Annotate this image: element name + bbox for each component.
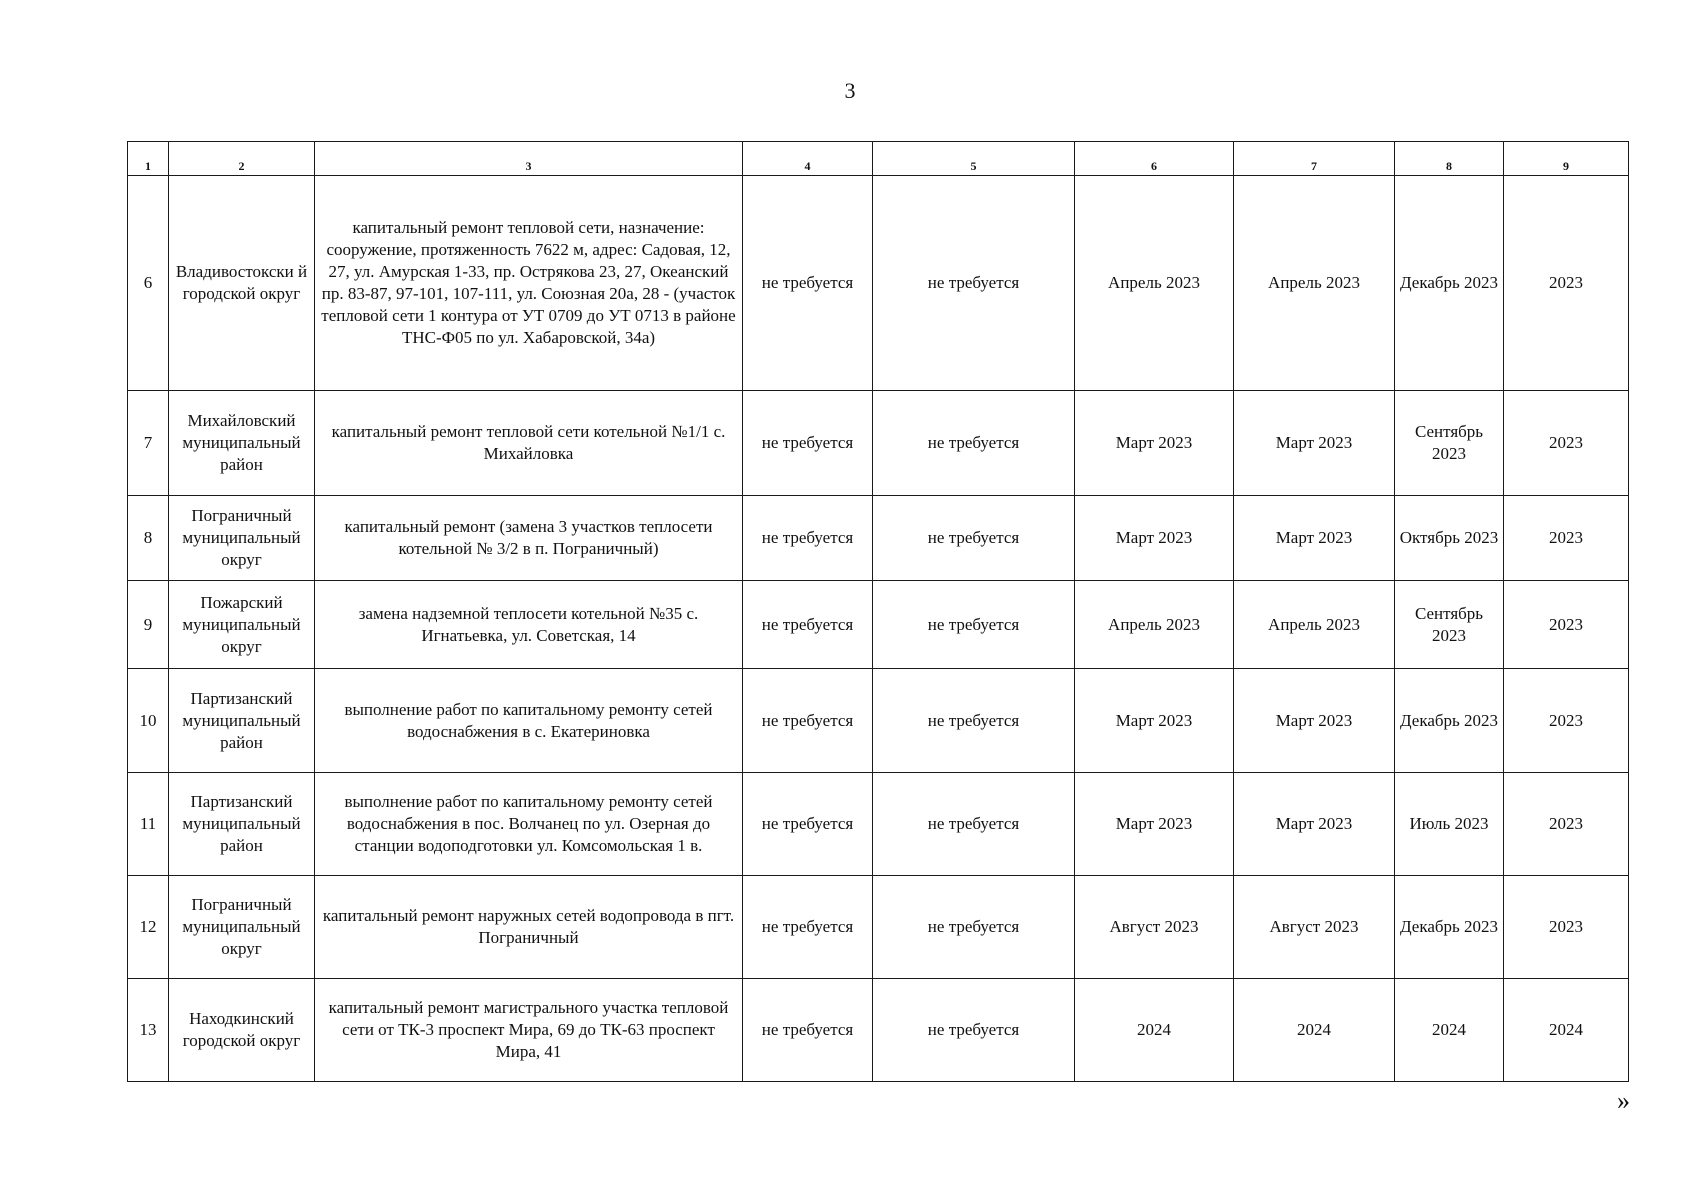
col4-cell: не требуется bbox=[743, 773, 873, 876]
description-cell: капитальный ремонт наружных сетей водопровода в пгт. Пограничный bbox=[315, 876, 743, 979]
col7-cell: Апрель 2023 bbox=[1234, 176, 1395, 391]
header-cell: 7 bbox=[1234, 142, 1395, 176]
col5-cell: не требуется bbox=[873, 876, 1075, 979]
col5-cell: не требуется bbox=[873, 669, 1075, 773]
region-cell: Находкинский городской округ bbox=[169, 979, 315, 1082]
page-number: 3 bbox=[844, 78, 856, 103]
col6-cell: Август 2023 bbox=[1075, 876, 1234, 979]
col5-cell: не требуется bbox=[873, 391, 1075, 496]
description-cell: замена надземной теплосети котельной №35 с. Игнатьевка, ул. Советская, 14 bbox=[315, 581, 743, 669]
header-cell: 2 bbox=[169, 142, 315, 176]
description-cell: выполнение работ по капитальному ремонту сетей водоснабжения в с. Екатериновка bbox=[315, 669, 743, 773]
col8-cell: Июль 2023 bbox=[1395, 773, 1504, 876]
col7-cell: Март 2023 bbox=[1234, 391, 1395, 496]
table-row bbox=[128, 773, 1629, 876]
header-cell: 6 bbox=[1075, 142, 1234, 176]
table-row bbox=[128, 496, 1629, 581]
table-row bbox=[128, 176, 1629, 391]
col9-cell: 2023 bbox=[1504, 669, 1629, 773]
col5-cell: не требуется bbox=[873, 979, 1075, 1082]
header-cell: 9 bbox=[1504, 142, 1629, 176]
col6-cell: Март 2023 bbox=[1075, 773, 1234, 876]
col6-cell: Апрель 2023 bbox=[1075, 581, 1234, 669]
region-cell: Партизанский муниципальный район bbox=[169, 669, 315, 773]
header-cell: 3 bbox=[315, 142, 743, 176]
description-cell: капитальный ремонт тепловой сети, назначение: сооружение, протяженность 7622 м, адрес: Садовая, 12, 27, ул. Амурская 1-33, пр. Острякова 23, 27, Океанский пр. 83-87, 97-101, 107-111, ул. Союзная 20а, 28 - (участок тепловой сети 1 контура от УТ 0709 до УТ 0713 в районе ТНС-Ф05 по ул. Хабаровской, 34а) bbox=[315, 176, 743, 391]
col4-cell: не требуется bbox=[743, 391, 873, 496]
col4-cell: не требуется bbox=[743, 176, 873, 391]
col7-cell: 2024 bbox=[1234, 979, 1395, 1082]
table-header-row bbox=[128, 142, 1629, 176]
header-cell: 4 bbox=[743, 142, 873, 176]
col7-cell: Март 2023 bbox=[1234, 496, 1395, 581]
table-row bbox=[128, 581, 1629, 669]
col9-cell: 2023 bbox=[1504, 876, 1629, 979]
region-cell: Пожарский муниципальный округ bbox=[169, 581, 315, 669]
description-cell: капитальный ремонт магистрального участка тепловой сети от ТК-3 проспект Мира, 69 до ТК-63 проспект Мира, 41 bbox=[315, 979, 743, 1082]
closing-quote-mark: » bbox=[1617, 1086, 1630, 1115]
row-number: 9 bbox=[128, 581, 169, 669]
col4-cell: не требуется bbox=[743, 876, 873, 979]
table-row bbox=[128, 876, 1629, 979]
col4-cell: не требуется bbox=[743, 496, 873, 581]
col5-cell: не требуется bbox=[873, 773, 1075, 876]
region-cell: Михайловский муниципальный район bbox=[169, 391, 315, 496]
col6-cell: 2024 bbox=[1075, 979, 1234, 1082]
col9-cell: 2024 bbox=[1504, 979, 1629, 1082]
col9-cell: 2023 bbox=[1504, 773, 1629, 876]
col8-cell: Декабрь 2023 bbox=[1395, 176, 1504, 391]
col7-cell: Апрель 2023 bbox=[1234, 581, 1395, 669]
row-number: 11 bbox=[128, 773, 169, 876]
row-number: 12 bbox=[128, 876, 169, 979]
table-row bbox=[128, 979, 1629, 1082]
col7-cell: Март 2023 bbox=[1234, 669, 1395, 773]
row-number: 8 bbox=[128, 496, 169, 581]
row-number: 13 bbox=[128, 979, 169, 1082]
col5-cell: не требуется bbox=[873, 496, 1075, 581]
region-cell: Партизанский муниципальный район bbox=[169, 773, 315, 876]
region-cell: Пограничный муниципальный округ bbox=[169, 496, 315, 581]
header-cell: 8 bbox=[1395, 142, 1504, 176]
col8-cell: Декабрь 2023 bbox=[1395, 669, 1504, 773]
col9-cell: 2023 bbox=[1504, 391, 1629, 496]
description-cell: капитальный ремонт (замена 3 участков теплосети котельной № 3/2 в п. Пограничный) bbox=[315, 496, 743, 581]
description-cell: выполнение работ по капитальному ремонту сетей водоснабжения в пос. Волчанец по ул. Озерная до станции водоподготовки ул. Комсомольская 1 в. bbox=[315, 773, 743, 876]
col8-cell: Сентябрь 2023 bbox=[1395, 391, 1504, 496]
row-number: 6 bbox=[128, 176, 169, 391]
region-cell: Владивостокски й городской округ bbox=[169, 176, 315, 391]
col6-cell: Март 2023 bbox=[1075, 669, 1234, 773]
header-cell: 5 bbox=[873, 142, 1075, 176]
description-cell: капитальный ремонт тепловой сети котельной №1/1 с. Михайловка bbox=[315, 391, 743, 496]
row-number: 7 bbox=[128, 391, 169, 496]
region-cell: Пограничный муниципальный округ bbox=[169, 876, 315, 979]
col5-cell: не требуется bbox=[873, 581, 1075, 669]
col8-cell: Сентябрь 2023 bbox=[1395, 581, 1504, 669]
col7-cell: Август 2023 bbox=[1234, 876, 1395, 979]
col4-cell: не требуется bbox=[743, 979, 873, 1082]
col6-cell: Март 2023 bbox=[1075, 496, 1234, 581]
col9-cell: 2023 bbox=[1504, 176, 1629, 391]
col9-cell: 2023 bbox=[1504, 496, 1629, 581]
row-number: 10 bbox=[128, 669, 169, 773]
header-cell: 1 bbox=[128, 142, 169, 176]
col6-cell: Март 2023 bbox=[1075, 391, 1234, 496]
col8-cell: Октябрь 2023 bbox=[1395, 496, 1504, 581]
table-row bbox=[128, 391, 1629, 496]
col9-cell: 2023 bbox=[1504, 581, 1629, 669]
works-table bbox=[127, 141, 1629, 1082]
col4-cell: не требуется bbox=[743, 581, 873, 669]
col8-cell: 2024 bbox=[1395, 979, 1504, 1082]
col5-cell: не требуется bbox=[873, 176, 1075, 391]
col6-cell: Апрель 2023 bbox=[1075, 176, 1234, 391]
table-row bbox=[128, 669, 1629, 773]
col8-cell: Декабрь 2023 bbox=[1395, 876, 1504, 979]
col7-cell: Март 2023 bbox=[1234, 773, 1395, 876]
col4-cell: не требуется bbox=[743, 669, 873, 773]
